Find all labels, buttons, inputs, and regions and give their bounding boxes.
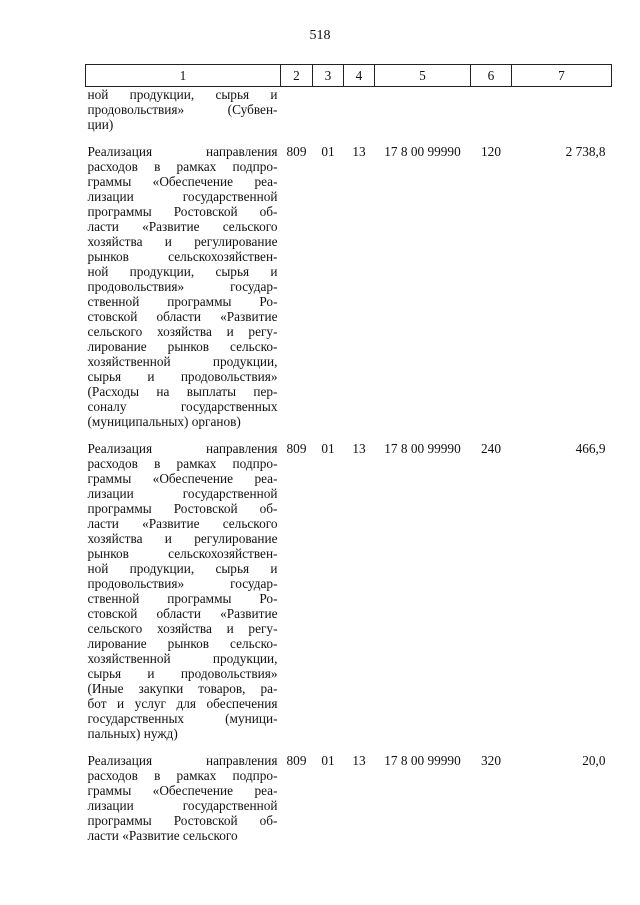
target-article-code: 17 8 00 99990 — [384, 753, 461, 768]
header-row — [86, 65, 612, 87]
expense-description — [86, 433, 281, 745]
subsection-code: 13 — [352, 144, 366, 159]
description-line: граммы «Обеспечение реа- — [87, 471, 278, 486]
description-line: рынков сельскохозяйствен- — [87, 546, 278, 561]
budget-table — [85, 64, 612, 847]
description-line: хозяйственной продукции, — [87, 651, 278, 666]
description-line: (Иные закупки товаров, ра- — [87, 681, 278, 696]
description-line: соналу государственных — [87, 399, 278, 414]
description-line: программы Ростовской об- — [87, 813, 278, 828]
expense-description — [86, 87, 281, 137]
description-line: программы Ростовской об- — [87, 204, 278, 219]
description-line: рынков сельскохозяйствен- — [87, 249, 278, 264]
header-col-3: 3 — [313, 65, 344, 87]
description-line: бот и услуг для обеспечения — [87, 696, 278, 711]
ministry-code — [281, 87, 313, 137]
target-article-code: 17 8 00 99990 — [384, 441, 461, 456]
description-line: ции) — [87, 117, 114, 132]
description-line: ной продукции, сырья и — [87, 561, 278, 576]
expense-type-code: 320 — [481, 753, 501, 768]
description-line: ласти «Развитие сельского — [87, 219, 278, 234]
amount: 466,9 — [575, 441, 606, 456]
description-line: ной продукции, сырья и — [87, 87, 278, 102]
description-line: пальных) нужд) — [87, 726, 178, 741]
header-col-2: 2 — [281, 65, 313, 87]
expense-type-code — [471, 87, 512, 137]
description-line: (муниципальных) органов) — [87, 414, 241, 429]
ministry-code: 809 — [286, 753, 307, 768]
description-line: Реализация направления — [87, 753, 278, 768]
description-line: государственных (муници- — [87, 711, 278, 726]
description-line: Реализация направления — [87, 144, 278, 159]
description-line: сельского хозяйства и регу- — [87, 324, 278, 339]
description-line: лизации государственной — [87, 486, 278, 501]
header-col-1: 1 — [86, 65, 281, 87]
description-line: продовольствия» государ- — [87, 279, 278, 294]
amount: 20,0 — [582, 753, 606, 768]
table-body — [86, 87, 612, 848]
description-line: программы Ростовской об- — [87, 501, 278, 516]
expense-type-code: 120 — [481, 144, 501, 159]
amount — [512, 87, 612, 137]
description-line: ственной программы Ро- — [87, 294, 278, 309]
description-line: стовской области «Развитие — [87, 606, 278, 621]
header-col-4: 4 — [344, 65, 375, 87]
description-line: сельского хозяйства и регу- — [87, 621, 278, 636]
description-line: (Расходы на выплаты пер- — [87, 384, 278, 399]
description-line: расходов в рамках подпро- — [87, 456, 278, 471]
description-line: граммы «Обеспечение реа- — [87, 783, 278, 798]
description-line: ласти «Развитие сельского — [87, 516, 278, 531]
description-line: ственной программы Ро- — [87, 591, 278, 606]
ministry-code: 809 — [286, 144, 307, 159]
page-number: 518 — [309, 28, 331, 43]
header-col-6: 6 — [471, 65, 512, 87]
description-line: ной продукции, сырья и — [87, 264, 278, 279]
description-line: Реализация направления — [87, 441, 278, 456]
description-line: продовольствия» государ- — [87, 576, 278, 591]
description-line: стовской области «Развитие — [87, 309, 278, 324]
table-row — [86, 87, 612, 137]
expense-description — [86, 136, 281, 433]
description-line: ласти «Развитие сельского — [87, 828, 238, 843]
expense-type-code: 240 — [481, 441, 501, 456]
table-row — [86, 433, 612, 745]
amount: 2 738,8 — [565, 144, 606, 159]
section-code: 01 — [321, 753, 335, 768]
description-line: сырья и продовольствия» — [87, 369, 278, 384]
target-article-code — [375, 87, 471, 137]
description-line: сырья и продовольствия» — [87, 666, 278, 681]
table-row — [86, 745, 612, 847]
description-line: хозяйственной продукции, — [87, 354, 278, 369]
description-line: лизации государственной — [87, 189, 278, 204]
description-line: расходов в рамках подпро- — [87, 159, 278, 174]
section-code — [313, 87, 344, 137]
subsection-code: 13 — [352, 441, 366, 456]
header-col-7: 7 — [512, 65, 612, 87]
section-code: 01 — [321, 441, 335, 456]
description-line: хозяйства и регулирование — [87, 531, 278, 546]
target-article-code: 17 8 00 99990 — [384, 144, 461, 159]
description-line: лизации государственной — [87, 798, 278, 813]
ministry-code: 809 — [286, 441, 307, 456]
expense-description — [86, 745, 281, 847]
description-line: хозяйства и регулирование — [87, 234, 278, 249]
subsection-code: 13 — [352, 753, 366, 768]
header-col-5: 5 — [375, 65, 471, 87]
table-row — [86, 136, 612, 433]
section-code: 01 — [321, 144, 335, 159]
subsection-code — [344, 87, 375, 137]
description-line: расходов в рамках подпро- — [87, 768, 278, 783]
description-line: граммы «Обеспечение реа- — [87, 174, 278, 189]
description-line: лирование рынков сельско- — [87, 636, 278, 651]
description-line: лирование рынков сельско- — [87, 339, 278, 354]
description-line: продовольствия» (Субвен- — [87, 102, 278, 117]
